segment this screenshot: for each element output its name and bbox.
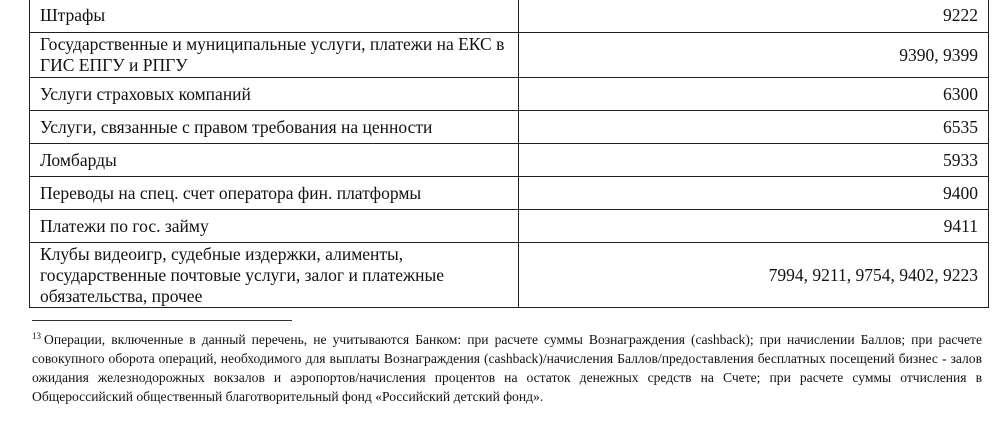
table-row xyxy=(30,243,989,308)
footnote-marker: 13 xyxy=(32,331,41,341)
table-row xyxy=(30,33,989,78)
category-cell: Государственные и муниципальные услуги, платежи на ЕКС в ГИС ЕПГУ и РПГУ xyxy=(30,33,519,78)
mcc-code-cell: 9411 xyxy=(519,210,989,243)
table-row xyxy=(30,78,989,111)
category-cell: Ломбарды xyxy=(30,144,519,177)
mcc-exclusions-table xyxy=(29,0,989,308)
category-cell: Клубы видеоигр, судебные издержки, алименты, государственные почтовые услуги, залог и платежные обязательства, прочее xyxy=(30,243,519,308)
table-row xyxy=(30,210,989,243)
mcc-code-cell: 5933 xyxy=(519,144,989,177)
footnote xyxy=(32,327,982,406)
table-row xyxy=(30,177,989,210)
category-cell: Переводы на спец. счет оператора фин. платформы xyxy=(30,177,519,210)
mcc-code-cell: 6300 xyxy=(519,78,989,111)
mcc-code-cell: 9222 xyxy=(519,0,989,33)
table-row xyxy=(30,144,989,177)
table-row xyxy=(30,0,989,33)
mcc-code-cell: 6535 xyxy=(519,111,989,144)
footnote-text: Операции, включенные в данный перечень, не учитываются Банком: при расчете суммы Вознаграждения (cashback); при начислении Баллов; при расчете совокупного оборота операций, необходимого для выплаты Вознаграждения (cashback)/начисления Баллов/предоставления бесплатных посещений бизнес - залов ожидания железнодорожных вокзалов и аэропортов/начисления процентов на остаток денежных средств на Счете; при расчете суммы отчисления в Общероссийский общественный благотворительный фонд «Российский детский фонд». xyxy=(32,332,982,404)
category-cell: Штрафы xyxy=(30,0,519,33)
category-cell: Платежи по гос. займу xyxy=(30,210,519,243)
mcc-code-cell: 7994, 9211, 9754, 9402, 9223 xyxy=(519,243,989,308)
category-cell: Услуги, связанные с правом требования на ценности xyxy=(30,111,519,144)
category-cell: Услуги страховых компаний xyxy=(30,78,519,111)
mcc-code-cell: 9390, 9399 xyxy=(519,33,989,78)
footnote-separator xyxy=(32,320,292,321)
table-row xyxy=(30,111,989,144)
mcc-code-cell: 9400 xyxy=(519,177,989,210)
